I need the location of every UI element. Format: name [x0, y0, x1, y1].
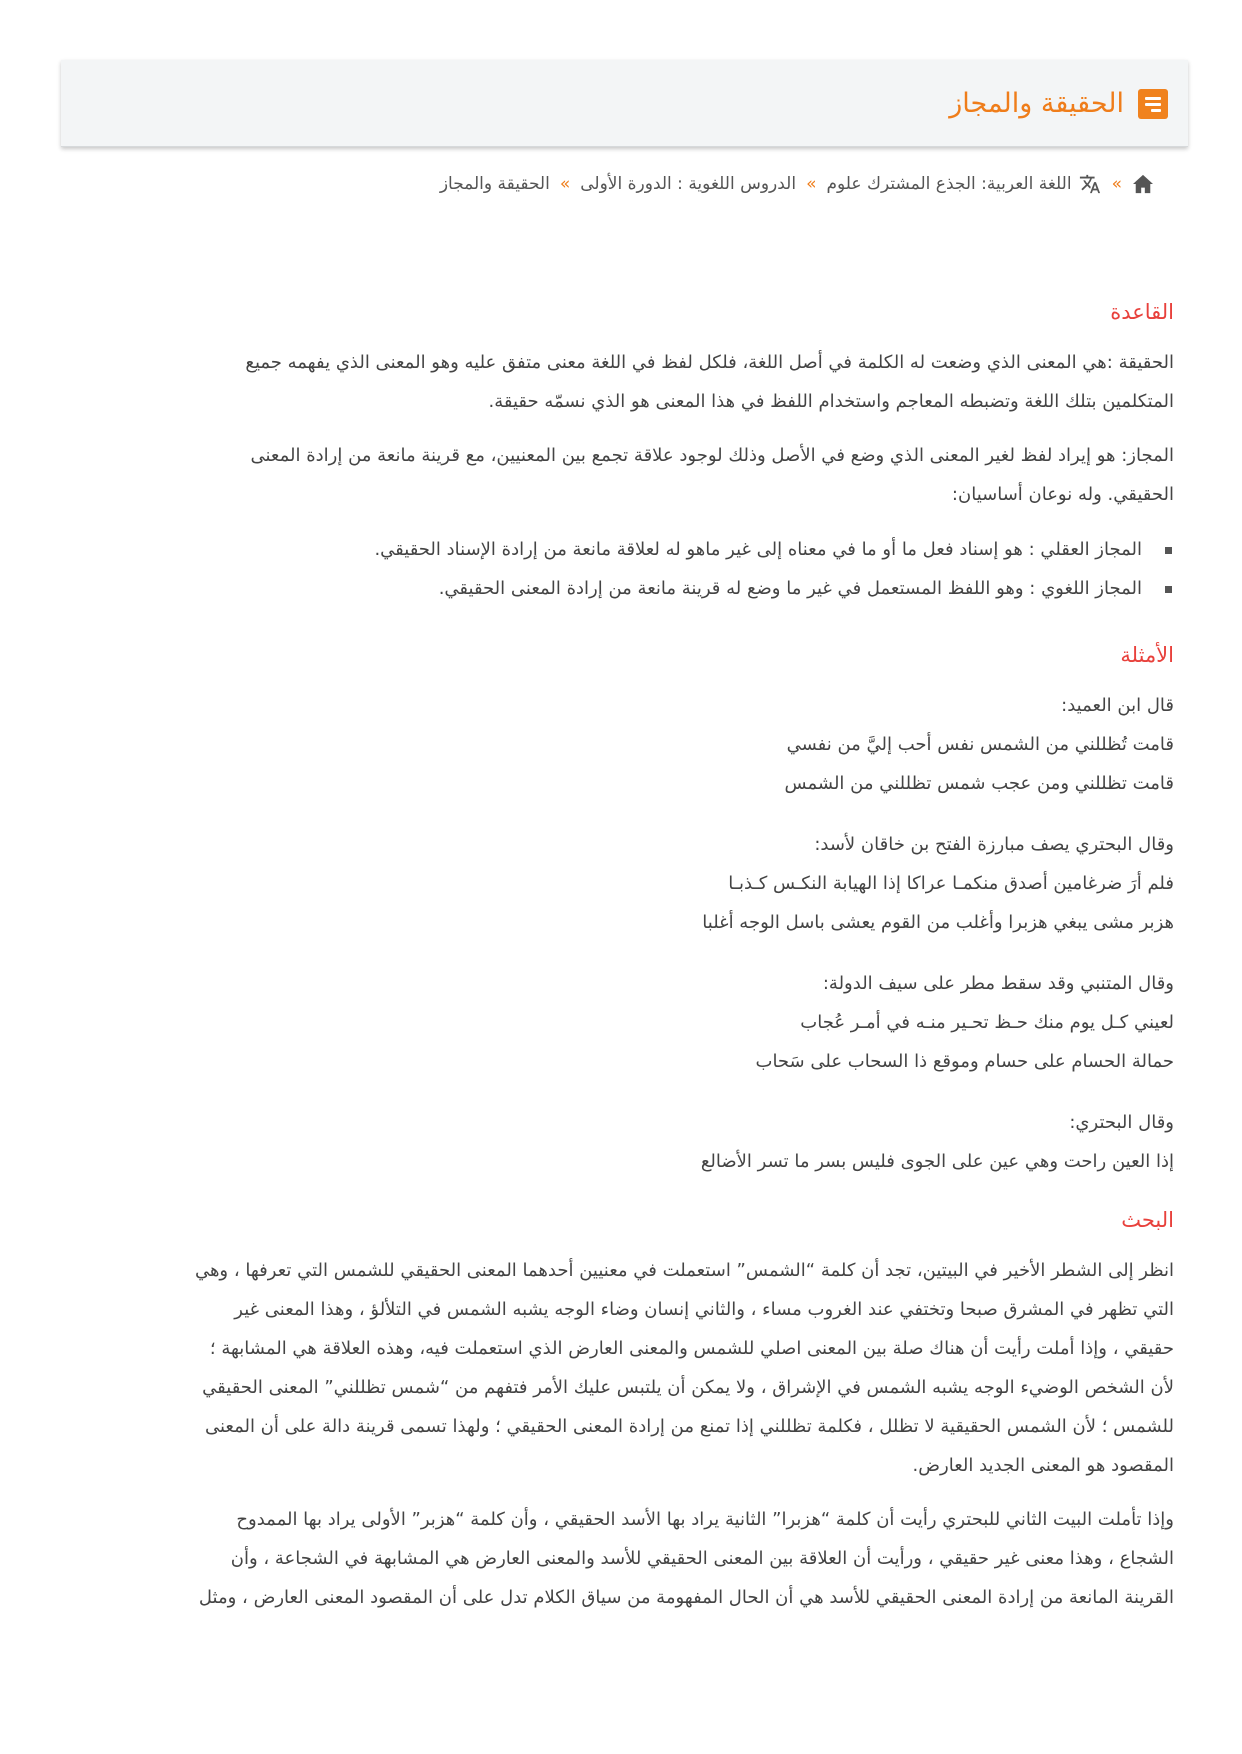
poem-line: إذا العين راحت وهي عين على الجوى فليس بسر ما تسر الأضالع [700, 1151, 1174, 1172]
breadcrumb-separator: » [559, 174, 571, 194]
text-line: المتكلمين بتلك اللغة وتضبطه المعاجم واستخدام اللفظ في هذا المعنى هو الذي نسمّه حقيقة. [488, 391, 1174, 412]
rule-paragraph-majaz [62, 436, 1174, 514]
text-line: الشجاع ، وهذا معنى غير حقيقي ، ورأيت أن العلاقة بين المعنى الحقيقي للأسد والمعنى العارض هي المشابهة في الشجاعة ، وأن [230, 1548, 1174, 1569]
breadcrumb [440, 168, 1154, 200]
section-title-rule: القاعدة [1110, 300, 1174, 324]
rule-paragraph-haqiqa [62, 343, 1174, 421]
poem-line: قامت تظللني ومن عجب شمس تظللني من الشمس [784, 773, 1174, 794]
text-line: الحقيقة :هي المعنى الذي وضعت له الكلمة في أصل اللغة، فلكل لفظ في اللغة معنى متفق عليه وهو المعنى الذي يفهمه جميع [245, 352, 1174, 373]
page-title: الحقيقة والمجاز [949, 88, 1124, 119]
poem-intro: قال ابن العميد: [1061, 695, 1174, 716]
research-paragraph-1 [62, 1251, 1174, 1485]
poem-line: هزبر مشى يبغي هزبرا وأغلب من القوم يعشى باسل الوجه أغلبا [702, 912, 1174, 933]
translate-icon [1078, 173, 1102, 195]
text-line: المجاز: هو إيراد لفظ لغير المعنى الذي وضع في الأصل وذلك لوجود علاقة تجمع بين المعنيين، مع قرينة مانعة من إرادة المعنى [250, 445, 1174, 466]
text-line: وإذا تأملت البيت الثاني للبحتري رأيت أن كلمة “هزبرا” الثانية يراد بها الأسد الحقيقي ، وأن كلمة “هزبر” الأولى يراد بها الممدوح [236, 1509, 1174, 1530]
list-item: المجاز العقلي : هو إسناد فعل ما أو ما في معناه إلى غير ماهو له لعلاقة مانعة من إرادة الإسناد الحقيقي. [62, 530, 1174, 569]
text-line: للشمس ؛ لأن الشمس الحقيقية لا تظلل ، فكلمة تظللني إذا تمنع من إرادة المعنى الحقيقي ؛ ولهذا تسمى قرينة دالة على أن المعنى [204, 1416, 1174, 1437]
home-icon[interactable] [1132, 174, 1154, 194]
document-icon [1138, 89, 1168, 119]
text-line: الحقيقي. وله نوعان أساسيان: [951, 484, 1174, 505]
breadcrumb-item-current: الحقيقة والمجاز [439, 174, 550, 194]
page-header [61, 60, 1188, 147]
text-line: لأن الشخص الوضيء الوجه يشبه الشمس في الإشراق ، ولا يمكن أن يلتبس عليك الأمر فتفهم من “شمس تظللني” المعنى الحقيقي [202, 1377, 1174, 1398]
poem-line: قامت تُظللني من الشمس نفس أحب إليَّ من نفسي [786, 734, 1174, 755]
text-line: حقيقي ، وإذا أملت رأيت أن هناك صلة بين المعنى اصلي للشمس والمعنى العارض الذي استعملت فيه، وهذه العلاقة هي المشابهة ؛ [209, 1338, 1174, 1359]
section-title-examples: الأمثلة [1120, 643, 1174, 667]
text-line: القرينة المانعة من إرادة المعنى الحقيقي للأسد هي أن الحال المفهومة من سياق الكلام تدل على أن المقصود المعنى العارض ، ومثل [198, 1587, 1174, 1608]
poem-line: فلم أرَ ضرغامين أصدق منكمـا عراكا إذا الهيابة النكـس كـذبـا [728, 873, 1174, 894]
breadcrumb-item-lessons[interactable]: الدروس اللغوية : الدورة الأولى [580, 174, 797, 194]
article-content [62, 295, 1174, 1632]
text-line: المقصود هو المعنى الجديد العارض. [912, 1455, 1174, 1476]
poem-block [62, 964, 1174, 1081]
poem-intro: وقال البحتري يصف مبارزة الفتح بن خاقان لأسد: [814, 834, 1174, 855]
poem-block [62, 825, 1174, 942]
breadcrumb-separator: » [1111, 174, 1122, 194]
breadcrumb-item-label: اللغة العربية: الجذع المشترك علوم [826, 174, 1072, 194]
poem-block [62, 686, 1174, 803]
text-line: التي تظهر في المشرق صبحا وتختفي عند الغروب مساء ، والثاني إنسان وضاء الوجه يشبه الشمس في التلألؤ ، وهذا المعنى غير [234, 1299, 1174, 1320]
poem-line: حمالة الحسام على حسام وموقع ذا السحاب على سَحاب [755, 1051, 1174, 1072]
text-line: انظر إلى الشطر الأخير في البيتين، تجد أن كلمة “الشمس” استعملت في معنيين أحدهما المعنى الحقيقي للشمس التي تعرفها ، وهي [194, 1260, 1174, 1281]
majaz-types-list [62, 530, 1174, 608]
research-paragraph-2 [62, 1500, 1174, 1617]
poem-block [62, 1103, 1174, 1181]
poem-line: لعيني كـل يوم منك حـظ تحـير منـه في أمـر عُجاب [800, 1012, 1174, 1033]
section-title-research: البحث [1121, 1208, 1174, 1232]
poem-intro: وقال البحتري: [1069, 1112, 1174, 1133]
breadcrumb-item-subject[interactable] [827, 173, 1102, 195]
poem-intro: وقال المتنبي وقد سقط مطر على سيف الدولة: [822, 973, 1174, 994]
list-item: المجاز اللغوي : وهو اللفظ المستعمل في غير ما وضع له قرينة مانعة من إرادة المعنى الحقيقي. [62, 569, 1174, 608]
breadcrumb-separator: » [806, 174, 817, 194]
